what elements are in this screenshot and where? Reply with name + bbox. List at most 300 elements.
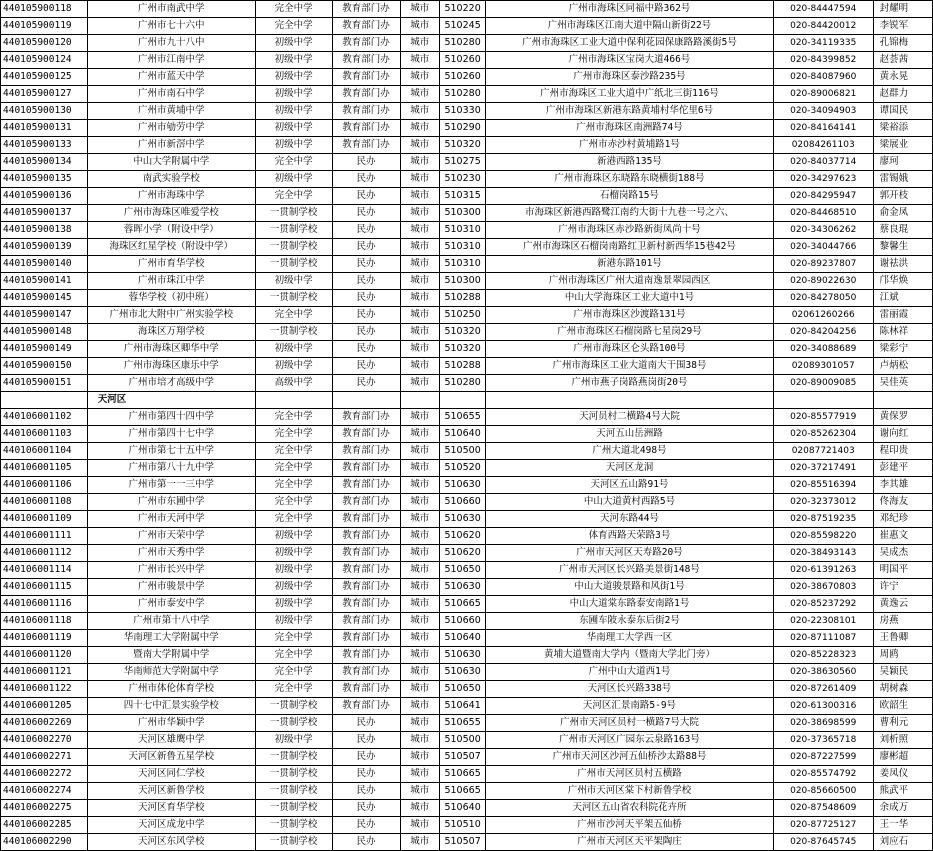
school-type-cell: 完全中学: [255, 409, 332, 426]
address-cell: 广州市海珠区南洲路74号: [486, 120, 774, 137]
address-cell: 广州市海珠区广州大道南逸景翠园西区: [486, 273, 774, 290]
address-cell: 广州市海珠区宝岗大道466号: [486, 52, 774, 69]
table-row: [1, 630, 933, 647]
location-cell: 城市: [400, 86, 440, 103]
postcode-cell: 510640: [440, 630, 486, 647]
phone-cell: 020-34297623: [773, 171, 873, 188]
school-name-cell: 暨南大学附属中学: [87, 647, 255, 664]
table-row: [1, 834, 933, 851]
school-type-cell: 一贯制学校: [255, 715, 332, 732]
table-row: [1, 324, 933, 341]
principal-cell: 周鸥: [873, 647, 932, 664]
operator-cell: 教育部门办: [332, 494, 400, 511]
address-cell: 广州市天河区广园东云泉路163号: [486, 732, 774, 749]
operator-cell: 民办: [332, 273, 400, 290]
principal-cell: 梁裕添: [873, 120, 932, 137]
location-cell: 城市: [400, 460, 440, 477]
principal-cell: 俞金凤: [873, 205, 932, 222]
address-cell: 天河区五山省农科院花卉所: [486, 800, 774, 817]
principal-cell: 孔锦梅: [873, 35, 932, 52]
school-code-cell: 440105900135: [1, 171, 88, 188]
operator-cell: 教育部门办: [332, 52, 400, 69]
school-code-cell: 440106001119: [1, 630, 88, 647]
phone-cell: 020-22308101: [773, 613, 873, 630]
school-type-cell: 初级中学: [255, 613, 332, 630]
table-row: [1, 426, 933, 443]
school-type-cell: 完全中学: [255, 664, 332, 681]
address-cell: 广州市天河区天平架陶庄: [486, 834, 774, 851]
phone-cell: 020-87519235: [773, 511, 873, 528]
table-row: [1, 596, 933, 613]
postcode-cell: 510650: [440, 681, 486, 698]
school-type-cell: 初级中学: [255, 103, 332, 120]
location-cell: 城市: [400, 528, 440, 545]
school-name-cell: 天河区同仁学校: [87, 766, 255, 783]
location-cell: 城市: [400, 273, 440, 290]
postcode-cell: 510660: [440, 613, 486, 630]
address-cell: 广州市天河区棠下村新鲁学校: [486, 783, 774, 800]
address-cell: 广州市海珠区沙渡路131号: [486, 307, 774, 324]
school-type-cell: 初级中学: [255, 120, 332, 137]
address-cell: 天河区龙洞: [486, 460, 774, 477]
postcode-cell: 510310: [440, 222, 486, 239]
operator-cell: 教育部门办: [332, 426, 400, 443]
address-cell: 华南理工大学西一区: [486, 630, 774, 647]
postcode-cell: 510620: [440, 528, 486, 545]
principal-cell: 曹利元: [873, 715, 932, 732]
operator-cell: 教育部门办: [332, 86, 400, 103]
phone-cell: 020-87548609: [773, 800, 873, 817]
phone-cell: 020-84164141: [773, 120, 873, 137]
postcode-cell: 510640: [440, 800, 486, 817]
location-cell: 城市: [400, 783, 440, 800]
school-name-cell: 广州市九十八中: [87, 35, 255, 52]
location-cell: 城市: [400, 562, 440, 579]
location-cell: 城市: [400, 52, 440, 69]
school-code-cell: 440106002272: [1, 766, 88, 783]
table-row: [1, 375, 933, 392]
location-cell: 城市: [400, 477, 440, 494]
table-row: [1, 103, 933, 120]
school-type-cell: 初级中学: [255, 273, 332, 290]
principal-cell: 熊武平: [873, 783, 932, 800]
table-row: [1, 562, 933, 579]
address-cell: 广州市天河区天寿路20号: [486, 545, 774, 562]
table-row: [1, 1, 933, 18]
phone-cell: 020-84399852: [773, 52, 873, 69]
table-row: [1, 528, 933, 545]
phone-cell: 020-84204256: [773, 324, 873, 341]
table-row: [1, 749, 933, 766]
operator-cell: 教育部门办: [332, 477, 400, 494]
school-name-cell: 蓉华学校（初中班）: [87, 290, 255, 307]
location-cell: 城市: [400, 494, 440, 511]
address-cell: 黄埔大道暨南大学内（暨南大学北门旁）: [486, 647, 774, 664]
phone-cell: 020-32373012: [773, 494, 873, 511]
school-name-cell: 广州市黄埔中学: [87, 103, 255, 120]
school-name-cell: 广州市江南中学: [87, 52, 255, 69]
principal-cell: 黎馨生: [873, 239, 932, 256]
school-code-cell: 440106002275: [1, 800, 88, 817]
operator-cell: 教育部门办: [332, 647, 400, 664]
principal-cell: 吴佳英: [873, 375, 932, 392]
table-row: [1, 800, 933, 817]
school-type-cell: 一贯制学校: [255, 698, 332, 715]
location-cell: 城市: [400, 358, 440, 375]
principal-cell: 吴成杰: [873, 545, 932, 562]
phone-cell: 020-34306262: [773, 222, 873, 239]
location-cell: 城市: [400, 800, 440, 817]
table-row: [1, 766, 933, 783]
table-row: [1, 52, 933, 69]
table-row: [1, 205, 933, 222]
table-row: [1, 273, 933, 290]
phone-cell: 020-34044766: [773, 239, 873, 256]
school-code-cell: 440105900139: [1, 239, 88, 256]
school-code-cell: 440105900119: [1, 18, 88, 35]
school-code-cell: 440105900148: [1, 324, 88, 341]
school-code-cell: 440105900120: [1, 35, 88, 52]
postcode-cell: 510500: [440, 443, 486, 460]
operator-cell: 民办: [332, 766, 400, 783]
table-body: [1, 1, 933, 851]
postcode-cell: 510310: [440, 256, 486, 273]
school-code-cell: 440106002270: [1, 732, 88, 749]
school-type-cell: 初级中学: [255, 545, 332, 562]
school-type-cell: 一贯制学校: [255, 783, 332, 800]
address-cell: [486, 392, 774, 409]
school-code-cell: 440106001112: [1, 545, 88, 562]
principal-cell: 谢祛洪: [873, 256, 932, 273]
school-name-cell: 蓉晖小学（附设中学）: [87, 222, 255, 239]
school-type-cell: 初级中学: [255, 171, 332, 188]
school-code-cell: 440105900118: [1, 1, 88, 18]
phone-cell: 020-85262304: [773, 426, 873, 443]
table-row: [1, 715, 933, 732]
operator-cell: 民办: [332, 188, 400, 205]
operator-cell: 教育部门办: [332, 545, 400, 562]
operator-cell: 教育部门办: [332, 460, 400, 477]
principal-cell: 胡树森: [873, 681, 932, 698]
postcode-cell: 510220: [440, 1, 486, 18]
school-type-cell: 初级中学: [255, 528, 332, 545]
operator-cell: 教育部门办: [332, 579, 400, 596]
address-cell: 中山大道黄村西路5号: [486, 494, 774, 511]
school-type-cell: 一贯制学校: [255, 256, 332, 273]
postcode-cell: 510630: [440, 511, 486, 528]
location-cell: 城市: [400, 817, 440, 834]
table-row: [1, 239, 933, 256]
principal-cell: 黄保罗: [873, 409, 932, 426]
school-name-cell: 广州市天秀中学: [87, 545, 255, 562]
school-type-cell: 初级中学: [255, 52, 332, 69]
address-cell: 中山大道棠东路泰安南路1号: [486, 596, 774, 613]
table-row: [1, 222, 933, 239]
address-cell: 广州中山大道西1号: [486, 664, 774, 681]
postcode-cell: 510275: [440, 154, 486, 171]
principal-cell: 封耀明: [873, 1, 932, 18]
principal-cell: 江斌: [873, 290, 932, 307]
table-row: [1, 154, 933, 171]
phone-cell: 02061260266: [773, 307, 873, 324]
address-cell: 广州市海珠区东晓路东晓横街188号: [486, 171, 774, 188]
phone-cell: 02089301057: [773, 358, 873, 375]
phone-cell: 020-84037714: [773, 154, 873, 171]
school-code-cell: 440106001103: [1, 426, 88, 443]
school-name-cell: 海珠区万翔学校: [87, 324, 255, 341]
school-name-cell: 广州市第四十四中学: [87, 409, 255, 426]
school-type-cell: 高级中学: [255, 375, 332, 392]
operator-cell: 教育部门办: [332, 120, 400, 137]
operator-cell: 民办: [332, 256, 400, 273]
principal-cell: 廖彬超: [873, 749, 932, 766]
operator-cell: 民办: [332, 783, 400, 800]
location-cell: 城市: [400, 35, 440, 52]
school-type-cell: 完全中学: [255, 188, 332, 205]
school-code-cell: 440105900127: [1, 86, 88, 103]
school-code-cell: 440106002274: [1, 783, 88, 800]
school-code-cell: [1, 392, 88, 409]
school-type-cell: 初级中学: [255, 341, 332, 358]
principal-cell: [873, 392, 932, 409]
principal-cell: 卢炳松: [873, 358, 932, 375]
location-cell: 城市: [400, 103, 440, 120]
postcode-cell: 510660: [440, 494, 486, 511]
address-cell: 天河五山岳洲路: [486, 426, 774, 443]
school-code-cell: 440106002290: [1, 834, 88, 851]
school-name-cell: 广州市海珠中学: [87, 188, 255, 205]
principal-cell: 邓纪珍: [873, 511, 932, 528]
postcode-cell: 510655: [440, 715, 486, 732]
principal-cell: 邝华焕: [873, 273, 932, 290]
school-code-cell: 440105900131: [1, 120, 88, 137]
postcode-cell: 510300: [440, 273, 486, 290]
school-name-cell: 天河区育华学校: [87, 800, 255, 817]
school-code-cell: 440105900150: [1, 358, 88, 375]
operator-cell: 民办: [332, 154, 400, 171]
table-row: [1, 579, 933, 596]
address-cell: 石榴岗路15号: [486, 188, 774, 205]
principal-cell: 程印贵: [873, 443, 932, 460]
phone-cell: 020-87111087: [773, 630, 873, 647]
school-type-cell: 一贯制学校: [255, 834, 332, 851]
address-cell: 广州市海珠区同福中路362号: [486, 1, 774, 18]
phone-cell: 020-38630560: [773, 664, 873, 681]
address-cell: 广州市海珠区赤沙路新街凤尚十号: [486, 222, 774, 239]
postcode-cell: 510630: [440, 477, 486, 494]
postcode-cell: 510280: [440, 86, 486, 103]
school-name-cell: 中山大学附属中学: [87, 154, 255, 171]
school-code-cell: 440105900141: [1, 273, 88, 290]
location-cell: 城市: [400, 1, 440, 18]
location-cell: 城市: [400, 630, 440, 647]
operator-cell: 教育部门办: [332, 528, 400, 545]
operator-cell: 民办: [332, 749, 400, 766]
operator-cell: 教育部门办: [332, 698, 400, 715]
operator-cell: 教育部门办: [332, 69, 400, 86]
location-cell: 城市: [400, 205, 440, 222]
school-type-cell: 初级中学: [255, 596, 332, 613]
school-name-cell: 广州市劬劳中学: [87, 120, 255, 137]
principal-cell: 姜凤仪: [873, 766, 932, 783]
school-type-cell: 完全中学: [255, 477, 332, 494]
school-type-cell: 一贯制学校: [255, 817, 332, 834]
postcode-cell: 510320: [440, 324, 486, 341]
operator-cell: 民办: [332, 817, 400, 834]
operator-cell: 教育部门办: [332, 613, 400, 630]
location-cell: 城市: [400, 443, 440, 460]
phone-cell: 020-34088689: [773, 341, 873, 358]
postcode-cell: 510288: [440, 358, 486, 375]
school-type-cell: 一贯制学校: [255, 205, 332, 222]
phone-cell: [773, 392, 873, 409]
location-cell: 城市: [400, 664, 440, 681]
principal-cell: 蔡良琨: [873, 222, 932, 239]
operator-cell: 教育部门办: [332, 18, 400, 35]
table-row: [1, 188, 933, 205]
school-type-cell: 完全中学: [255, 154, 332, 171]
principal-cell: 黄逸云: [873, 596, 932, 613]
school-type-cell: 一贯制学校: [255, 800, 332, 817]
postcode-cell: 510310: [440, 239, 486, 256]
address-cell: 中山大道骏景路和风街1号: [486, 579, 774, 596]
postcode-cell: 510665: [440, 766, 486, 783]
phone-cell: 020-89006821: [773, 86, 873, 103]
principal-cell: 黄永晃: [873, 69, 932, 86]
school-type-cell: 一贯制学校: [255, 290, 332, 307]
postcode-cell: 510330: [440, 103, 486, 120]
school-name-cell: 广州市新滘中学: [87, 137, 255, 154]
location-cell: 城市: [400, 137, 440, 154]
address-cell: 广州市海珠区泰沙路235号: [486, 69, 774, 86]
operator-cell: 教育部门办: [332, 681, 400, 698]
school-type-cell: 完全中学: [255, 494, 332, 511]
location-cell: 城市: [400, 579, 440, 596]
address-cell: 广州市沙河天平架五仙桥: [486, 817, 774, 834]
operator-cell: 民办: [332, 358, 400, 375]
operator-cell: 教育部门办: [332, 103, 400, 120]
phone-cell: 020-87261409: [773, 681, 873, 698]
school-name-cell: 广州市泰安中学: [87, 596, 255, 613]
phone-cell: 020-89237807: [773, 256, 873, 273]
school-type-cell: 一贯制学校: [255, 766, 332, 783]
operator-cell: 教育部门办: [332, 137, 400, 154]
postcode-cell: 510245: [440, 18, 486, 35]
principal-cell: 王一华: [873, 817, 932, 834]
phone-cell: 020-38493143: [773, 545, 873, 562]
school-name-cell: 广州市第七十五中学: [87, 443, 255, 460]
school-code-cell: 440106001108: [1, 494, 88, 511]
phone-cell: 020-34094903: [773, 103, 873, 120]
school-name-cell: 天河区新鲁五星学校: [87, 749, 255, 766]
principal-cell: 廖珂: [873, 154, 932, 171]
address-cell: 广州市海珠区仑头路100号: [486, 341, 774, 358]
principal-cell: 刘应石: [873, 834, 932, 851]
postcode-cell: 510300: [440, 205, 486, 222]
operator-cell: 民办: [332, 324, 400, 341]
school-name-cell: 广州市天荣中学: [87, 528, 255, 545]
school-name-cell: 南武实验学校: [87, 171, 255, 188]
table-row: [1, 341, 933, 358]
principal-cell: 谭国民: [873, 103, 932, 120]
school-type-cell: 完全中学: [255, 307, 332, 324]
school-code-cell: 440106001116: [1, 596, 88, 613]
table-row: [1, 613, 933, 630]
address-cell: 广州市天河区员村一横路7号大院: [486, 715, 774, 732]
table-row: [1, 494, 933, 511]
location-cell: 城市: [400, 256, 440, 273]
school-type-cell: 完全中学: [255, 630, 332, 647]
principal-cell: 赵荟茜: [873, 52, 932, 69]
table-row: [1, 460, 933, 477]
location-cell: 城市: [400, 834, 440, 851]
address-cell: 天河区长兴路338号: [486, 681, 774, 698]
operator-cell: 教育部门办: [332, 1, 400, 18]
school-name-cell: 广州市南武中学: [87, 1, 255, 18]
phone-cell: 02084261103: [773, 137, 873, 154]
phone-cell: 020-38670803: [773, 579, 873, 596]
table-row: [1, 664, 933, 681]
school-type-cell: 初级中学: [255, 579, 332, 596]
address-cell: 广州市赤沙村黄埔路1号: [486, 137, 774, 154]
location-cell: 城市: [400, 749, 440, 766]
principal-cell: 欧韶生: [873, 698, 932, 715]
operator-cell: 民办: [332, 290, 400, 307]
location-cell: 城市: [400, 18, 440, 35]
school-name-cell: 广州市东圃中学: [87, 494, 255, 511]
operator-cell: 民办: [332, 205, 400, 222]
table-row: [1, 477, 933, 494]
school-type-cell: 完全中学: [255, 18, 332, 35]
school-code-cell: 440106001106: [1, 477, 88, 494]
school-type-cell: 完全中学: [255, 1, 332, 18]
school-code-cell: 440106001102: [1, 409, 88, 426]
postcode-cell: 510655: [440, 409, 486, 426]
school-name-cell: 广州市骏景中学: [87, 579, 255, 596]
phone-cell: 020-84295947: [773, 188, 873, 205]
location-cell: 城市: [400, 375, 440, 392]
operator-cell: 民办: [332, 307, 400, 324]
principal-cell: 雷丽霞: [873, 307, 932, 324]
phone-cell: 020-85574792: [773, 766, 873, 783]
principal-cell: 陈林祥: [873, 324, 932, 341]
school-type-cell: 一贯制学校: [255, 324, 332, 341]
location-cell: 城市: [400, 698, 440, 715]
table-row: [1, 698, 933, 715]
address-cell: 天河区汇景南路5-9号: [486, 698, 774, 715]
postcode-cell: 510320: [440, 137, 486, 154]
operator-cell: 民办: [332, 800, 400, 817]
postcode-cell: 510665: [440, 596, 486, 613]
table-row: [1, 783, 933, 800]
phone-cell: 020-85516394: [773, 477, 873, 494]
school-name-cell: 海珠区红星学校（附设中学）: [87, 239, 255, 256]
table-row: [1, 443, 933, 460]
postcode-cell: 510507: [440, 749, 486, 766]
phone-cell: 020-61300316: [773, 698, 873, 715]
school-code-cell: 440106002285: [1, 817, 88, 834]
table-row: [1, 86, 933, 103]
location-cell: 城市: [400, 715, 440, 732]
phone-cell: 020-87725127: [773, 817, 873, 834]
school-type-cell: 完全中学: [255, 511, 332, 528]
principal-cell: 刘析照: [873, 732, 932, 749]
phone-cell: 020-85660500: [773, 783, 873, 800]
table-row: [1, 171, 933, 188]
school-name-cell: 广州市海珠区唯爱学校: [87, 205, 255, 222]
school-code-cell: 440106001118: [1, 613, 88, 630]
address-cell: 广州市海珠区新港东路黄埔村华佗里6号: [486, 103, 774, 120]
